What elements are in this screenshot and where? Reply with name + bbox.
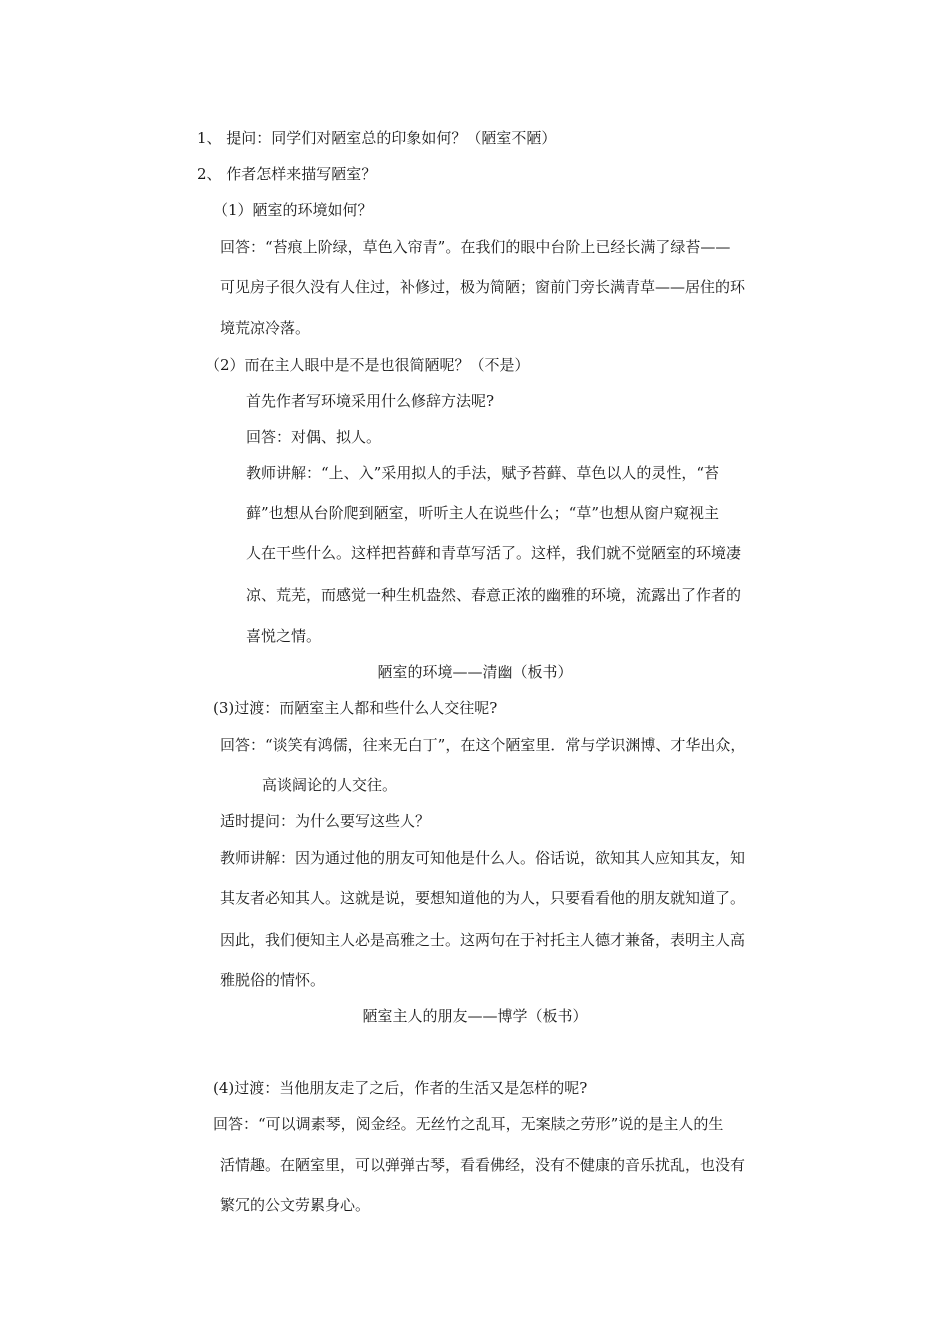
answer-line: 回答：“苔痕上阶绿，草色入帘青”。在我们的眼中台阶上已经长满了绿苔—— <box>220 238 731 256</box>
subheading-1: （1）陋室的环境如何？ <box>213 201 373 219</box>
blackboard-note-1: 陋室的环境——清幽（板书） <box>377 663 573 681</box>
teacher-explanation-line: 教师讲解：因为通过他的朋友可知他是什么人。俗话说，欲知其人应知其友，知 <box>220 849 746 867</box>
answer-line: 境荒凉冷落。 <box>220 319 311 337</box>
answer-line: 回答：“可以调素琴，阅金经。无丝竹之乱耳，无案牍之劳形”说的是主人的生 <box>213 1115 724 1133</box>
answer-line: 繁冗的公文劳累身心。 <box>220 1196 371 1214</box>
teacher-explanation-line: 喜悦之情。 <box>246 627 322 645</box>
teacher-explanation-line: 因此，我们便知主人必是高雅之士。这两句在于衬托主人德才兼备，表明主人高 <box>220 931 746 949</box>
answer-line: 高谈阔论的人交往。 <box>262 776 398 794</box>
answer-line: 活情趣。在陋室里，可以弹弹古琴，看看佛经，没有不健康的音乐扰乱，也没有 <box>220 1156 746 1174</box>
question-1: 1、 提问：同学们对陋室总的印象如何？（陋室不陋） <box>197 129 557 147</box>
subheading-3: (3)过渡：而陋室主人都和些什么人交往呢? <box>213 699 498 717</box>
subheading-2: （2）而在主人眼中是不是也很简陋呢？（不是） <box>205 356 530 374</box>
answer-line: 可见房子很久没有人住过，补修过，极为简陋；窗前门旁长满青草——居住的环 <box>220 278 746 296</box>
body-line: 首先作者写环境采用什么修辞方法呢? <box>246 392 495 410</box>
teacher-explanation-line: 教师讲解：“上、入”采用拟人的手法，赋予苔藓、草色以人的灵性，“苔 <box>246 464 720 482</box>
teacher-explanation-line: 人在干些什么。这样把苔藓和青草写活了。这样，我们就不觉陋室的环境凄 <box>246 544 742 562</box>
body-line: 回答：对偶、拟人。 <box>246 428 382 446</box>
question-2: 2、 作者怎样来描写陋室？ <box>197 165 377 183</box>
teacher-explanation-line: 凉、荒芜，而感觉一种生机盎然、春意正浓的幽雅的环境，流露出了作者的 <box>246 586 742 604</box>
teacher-explanation-line: 藓”也想从台阶爬到陋室，听听主人在说些什么；“草”也想从窗户窥视主 <box>246 504 720 522</box>
question-line: 适时提问：为什么要写这些人？ <box>220 812 431 830</box>
subheading-4: (4)过渡：当他朋友走了之后，作者的生活又是怎样的呢? <box>213 1079 588 1097</box>
teacher-explanation-line: 雅脱俗的情怀。 <box>220 971 326 989</box>
blackboard-note-2: 陋室主人的朋友——博学（板书） <box>362 1007 588 1025</box>
answer-line: 回答：“谈笑有鸿儒，往来无白丁”，在这个陋室里．常与学识渊博、才华出众， <box>220 736 746 754</box>
teacher-explanation-line: 其友者必知其人。这就是说，要想知道他的为人，只要看看他的朋友就知道了。 <box>220 889 746 907</box>
